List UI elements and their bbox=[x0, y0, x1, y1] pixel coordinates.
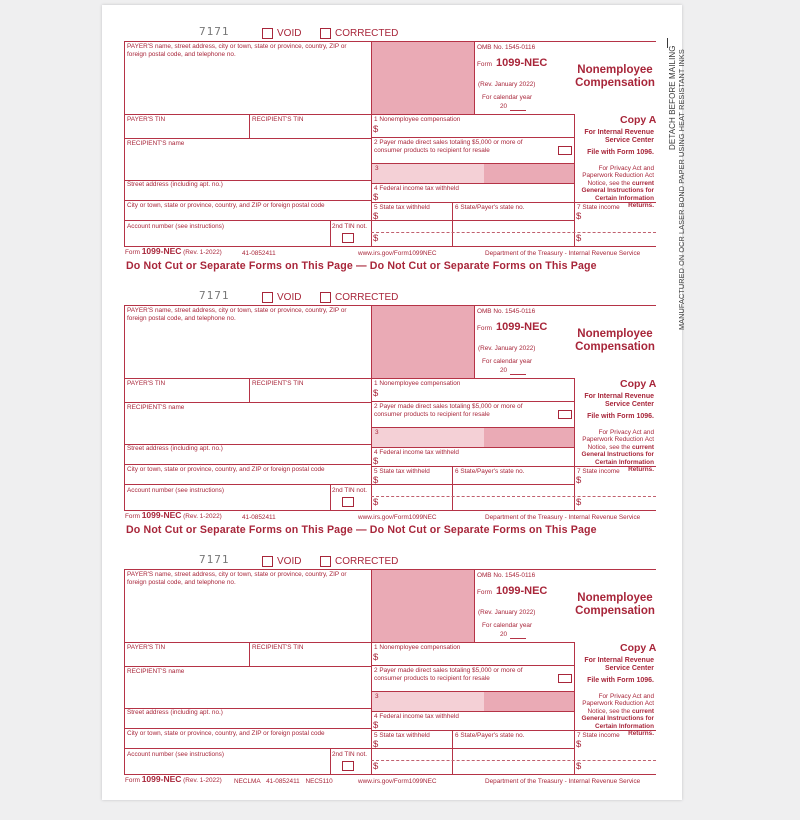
box1-dollar: $ bbox=[373, 388, 379, 399]
second-tin-checkbox[interactable] bbox=[342, 233, 354, 243]
account-label: Account number (see instructions) bbox=[127, 223, 224, 230]
corrected-checkbox[interactable] bbox=[320, 28, 331, 39]
payer-tin-label: PAYER'S TIN bbox=[127, 644, 166, 651]
box7b-dollar: $ bbox=[576, 497, 582, 508]
box2-label: 2 Payer made direct sales totaling $5,000 or more of consumer products to recipient for resale bbox=[374, 403, 523, 418]
form-title-line2: Compensation bbox=[575, 77, 655, 89]
corrected-checkbox[interactable] bbox=[320, 292, 331, 303]
year-prefix: 20 bbox=[500, 367, 508, 374]
footer-cat: 41-0852411 bbox=[242, 250, 276, 257]
year-prefix: 20 bbox=[500, 631, 508, 638]
footer-dept: Department of the Treasury - Internal Revenue Service bbox=[485, 250, 641, 257]
privacy-notice: For Privacy Act and Paperwork Reduction Act Notice, see the current General Instructions for Certain Information Returns. bbox=[581, 165, 654, 210]
second-tin-label: 2nd TIN not. bbox=[332, 751, 368, 758]
footer-form: Form 1099-NEC (Rev. 1-2022) bbox=[125, 246, 222, 256]
footer-dept: Department of the Treasury - Internal Revenue Service bbox=[485, 514, 641, 521]
box1-label: 1 Nonemployee compensation bbox=[374, 644, 461, 651]
box2-checkbox[interactable] bbox=[558, 410, 572, 419]
form-title-line1: Nonemployee bbox=[577, 64, 653, 76]
void-checkbox[interactable] bbox=[262, 28, 273, 39]
payer-field[interactable] bbox=[125, 322, 370, 377]
do-not-cut-notice: Do Not Cut or Separate Forms on This Page — Do Not Cut or Separate Forms on This Page bbox=[126, 260, 597, 272]
box2-checkbox[interactable] bbox=[558, 146, 572, 155]
box4-dollar: $ bbox=[373, 192, 379, 203]
box6-label: 6 State/Payer's state no. bbox=[455, 468, 525, 475]
revision: (Rev. January 2022) bbox=[478, 81, 536, 88]
footer-cat: 41-0852411 bbox=[242, 514, 276, 521]
footer-cat bbox=[234, 778, 333, 786]
form-number: 1099-NEC bbox=[496, 321, 548, 333]
form-1099nec-2 bbox=[102, 289, 682, 556]
control-number: 7171 bbox=[199, 289, 230, 302]
box3-label: 3 bbox=[375, 693, 379, 700]
calendar-year-label: For calendar year bbox=[482, 358, 533, 365]
corrected-label: CORRECTED bbox=[335, 28, 399, 39]
omb-number: OMB No. 1545-0116 bbox=[477, 44, 536, 51]
box3-label: 3 bbox=[375, 429, 379, 436]
box2-checkbox[interactable] bbox=[558, 674, 572, 683]
footer-form: Form 1099-NEC (Rev. 1-2022) bbox=[125, 774, 222, 784]
recipient-name-label: RECIPIENT'S name bbox=[127, 404, 185, 411]
form-title-line1: Nonemployee bbox=[577, 592, 653, 604]
box5-label: 5 State tax withheld bbox=[374, 468, 430, 475]
calendar-year-label: For calendar year bbox=[482, 622, 533, 629]
control-number: 7171 bbox=[199, 25, 230, 38]
void-label: VOID bbox=[277, 28, 302, 39]
void-label: VOID bbox=[277, 556, 302, 567]
box5-dollar: $ bbox=[373, 475, 379, 486]
payer-label: PAYER'S name, street address, city or town, state or province, country, ZIP or foreign postal code, and telephone no. bbox=[127, 307, 347, 322]
recipient-tin-label: RECIPIENT'S TIN bbox=[252, 116, 304, 123]
privacy-notice: For Privacy Act and Paperwork Reduction Act Notice, see the current General Instructions for Certain Information Returns. bbox=[581, 429, 654, 474]
payer-label: PAYER'S name, street address, city or town, state or province, country, ZIP or foreign postal code, and telephone no. bbox=[127, 43, 347, 58]
footer-code-b: NEC5110 bbox=[305, 778, 333, 785]
form-title-line1: Nonemployee bbox=[577, 328, 653, 340]
revision: (Rev. January 2022) bbox=[478, 345, 536, 352]
box7-dollar: $ bbox=[576, 739, 582, 750]
detach-text: DETACH BEFORE MAILING bbox=[668, 45, 677, 150]
recipient-name-label: RECIPIENT'S name bbox=[127, 140, 185, 147]
city-label: City or town, state or province, country, and ZIP or foreign postal code bbox=[127, 730, 325, 737]
irs-center-label: For Internal Revenue Service Center bbox=[584, 657, 654, 672]
form-number: 1099-NEC bbox=[496, 57, 548, 69]
box5b-dollar: $ bbox=[373, 497, 379, 508]
footer-code-a: NECLMA bbox=[234, 778, 261, 785]
footer-url: www.irs.gov/Form1099NEC bbox=[358, 514, 437, 521]
street-label: Street address (including apt. no.) bbox=[127, 709, 223, 716]
box6-label: 6 State/Payer's state no. bbox=[455, 732, 525, 739]
form-word: Form bbox=[477, 61, 492, 68]
privacy-notice: For Privacy Act and Paperwork Reduction Act Notice, see the current General Instructions for Certain Information Returns. bbox=[581, 693, 654, 738]
box1-label: 1 Nonemployee compensation bbox=[374, 380, 461, 387]
copy-a: Copy A bbox=[620, 114, 657, 126]
copy-a: Copy A bbox=[620, 642, 657, 654]
box7b-dollar: $ bbox=[576, 761, 582, 772]
box4-label: 4 Federal income tax withheld bbox=[374, 185, 459, 192]
form-number: 1099-NEC bbox=[496, 585, 548, 597]
account-label: Account number (see instructions) bbox=[127, 487, 224, 494]
file-with-label: File with Form 1096. bbox=[587, 677, 654, 684]
form-title-line2: Compensation bbox=[575, 605, 655, 617]
footer-url: www.irs.gov/Form1099NEC bbox=[358, 778, 437, 785]
box7-label: 7 State income bbox=[577, 204, 620, 211]
box7b-dollar: $ bbox=[576, 233, 582, 244]
irs-center-label: For Internal Revenue Service Center bbox=[584, 393, 654, 408]
payer-tin-label: PAYER'S TIN bbox=[127, 116, 166, 123]
second-tin-label: 2nd TIN not. bbox=[332, 487, 368, 494]
box5-dollar: $ bbox=[373, 739, 379, 750]
corrected-label: CORRECTED bbox=[335, 292, 399, 303]
void-checkbox[interactable] bbox=[262, 556, 273, 567]
second-tin-checkbox[interactable] bbox=[342, 497, 354, 507]
box5b-dollar: $ bbox=[373, 233, 379, 244]
payer-label: PAYER'S name, street address, city or town, state or province, country, ZIP or foreign postal code, and telephone no. bbox=[127, 571, 347, 586]
payer-field[interactable] bbox=[125, 586, 370, 641]
year-prefix: 20 bbox=[500, 103, 508, 110]
box5-dollar: $ bbox=[373, 211, 379, 222]
box1-label: 1 Nonemployee compensation bbox=[374, 116, 461, 123]
box3-label: 3 bbox=[375, 165, 379, 172]
recipient-tin-label: RECIPIENT'S TIN bbox=[252, 644, 304, 651]
irs-center-label: For Internal Revenue Service Center bbox=[584, 129, 654, 144]
city-label: City or town, state or province, country, and ZIP or foreign postal code bbox=[127, 466, 325, 473]
file-with-label: File with Form 1096. bbox=[587, 413, 654, 420]
payer-tin-label: PAYER'S TIN bbox=[127, 380, 166, 387]
footer-url: www.irs.gov/Form1099NEC bbox=[358, 250, 437, 257]
form-1099nec-3 bbox=[102, 553, 682, 820]
street-label: Street address (including apt. no.) bbox=[127, 445, 223, 452]
box5-label: 5 State tax withheld bbox=[374, 732, 430, 739]
box2-label: 2 Payer made direct sales totaling $5,000 or more of consumer products to recipient for resale bbox=[374, 667, 523, 682]
form-word: Form bbox=[477, 325, 492, 332]
box2-label: 2 Payer made direct sales totaling $5,000 or more of consumer products to recipient for resale bbox=[374, 139, 523, 154]
copy-a: Copy A bbox=[620, 378, 657, 390]
box7-dollar: $ bbox=[576, 475, 582, 486]
box1-dollar: $ bbox=[373, 652, 379, 663]
control-number: 7171 bbox=[199, 553, 230, 566]
corrected-label: CORRECTED bbox=[335, 556, 399, 567]
manufactured-text: MANUFACTURED ON OCR LASER BOND PAPER USING HEAT RESISTANT INKS bbox=[677, 49, 686, 330]
void-label: VOID bbox=[277, 292, 302, 303]
corrected-checkbox[interactable] bbox=[320, 556, 331, 567]
form-word: Form bbox=[477, 589, 492, 596]
second-tin-label: 2nd TIN not. bbox=[332, 223, 368, 230]
do-not-cut-notice: Do Not Cut or Separate Forms on This Page — Do Not Cut or Separate Forms on This Page bbox=[126, 524, 597, 536]
payer-field[interactable] bbox=[125, 58, 370, 113]
footer-dept: Department of the Treasury - Internal Revenue Service bbox=[485, 778, 641, 785]
city-label: City or town, state or province, country, and ZIP or foreign postal code bbox=[127, 202, 325, 209]
footer-cat-number: 41-0852411 bbox=[266, 778, 300, 785]
box7-label: 7 State income bbox=[577, 468, 620, 475]
box4-label: 4 Federal income tax withheld bbox=[374, 713, 459, 720]
box5b-dollar: $ bbox=[373, 761, 379, 772]
omb-number: OMB No. 1545-0116 bbox=[477, 572, 536, 579]
omb-number: OMB No. 1545-0116 bbox=[477, 308, 536, 315]
box5-label: 5 State tax withheld bbox=[374, 204, 430, 211]
account-label: Account number (see instructions) bbox=[127, 751, 224, 758]
revision: (Rev. January 2022) bbox=[478, 609, 536, 616]
form-title-line2: Compensation bbox=[575, 341, 655, 353]
recipient-name-label: RECIPIENT'S name bbox=[127, 668, 185, 675]
second-tin-checkbox[interactable] bbox=[342, 761, 354, 771]
form-1099nec-1 bbox=[102, 25, 682, 292]
footer-form: Form 1099-NEC (Rev. 1-2022) bbox=[125, 510, 222, 520]
calendar-year-label: For calendar year bbox=[482, 94, 533, 101]
box1-dollar: $ bbox=[373, 124, 379, 135]
recipient-tin-label: RECIPIENT'S TIN bbox=[252, 380, 304, 387]
box4-dollar: $ bbox=[373, 720, 379, 731]
file-with-label: File with Form 1096. bbox=[587, 149, 654, 156]
void-checkbox[interactable] bbox=[262, 292, 273, 303]
box7-label: 7 State income bbox=[577, 732, 620, 739]
box4-dollar: $ bbox=[373, 456, 379, 467]
box7-dollar: $ bbox=[576, 211, 582, 222]
street-label: Street address (including apt. no.) bbox=[127, 181, 223, 188]
box4-label: 4 Federal income tax withheld bbox=[374, 449, 459, 456]
box6-label: 6 State/Payer's state no. bbox=[455, 204, 525, 211]
